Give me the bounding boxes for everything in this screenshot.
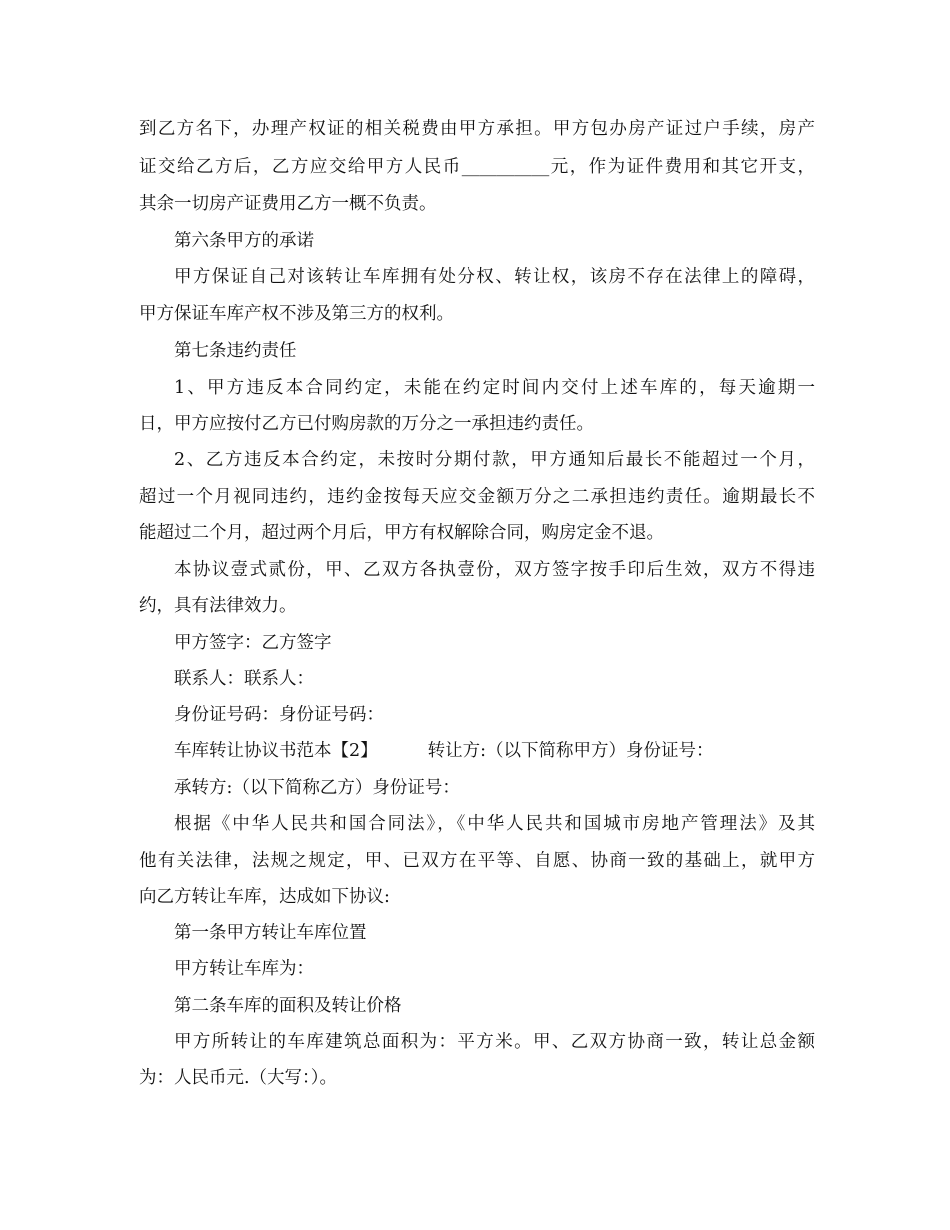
paragraph-line: 超过一个月视同违约，违约金按每天应交金额万分之二承担违约责任。逾期最长不 bbox=[139, 487, 815, 507]
paragraph-line: 甲方转让车库为： bbox=[174, 959, 314, 979]
paragraph-line: 甲方保证车库产权不涉及第三方的权利。 bbox=[139, 304, 454, 324]
id-number-line: 身份证号码：身份证号码： bbox=[174, 705, 384, 725]
paragraph-line: 甲方保证自己对该转让车库拥有处分权、转让权，该房不存在法律上的障碍， bbox=[174, 267, 815, 287]
section-heading: 第六条甲方的承诺 bbox=[174, 231, 314, 251]
paragraph-line: 根据《中华人民共和国合同法》，《中华人民共和国城市房地产管理法》及其 bbox=[174, 814, 815, 834]
paragraph-line: 向乙方转让车库，达成如下协议: bbox=[139, 887, 390, 907]
paragraph-line: 2、乙方违反本合约定，未按时分期付款，甲方通知后最长不能超过一个月， bbox=[174, 450, 815, 470]
paragraph-line: 日，甲方应按付乙方已付购房款的万分之一承担违约责任。 bbox=[139, 414, 594, 434]
signature-line: 甲方签字：乙方签字 bbox=[174, 633, 332, 653]
transferor-line: 转让方:（以下简称甲方）身份证号： bbox=[427, 741, 714, 761]
agreement-title: 车库转让协议书范本【2】 bbox=[174, 741, 378, 761]
paragraph-line: 为：人民币元.（大写：）。 bbox=[139, 1068, 338, 1088]
paragraph-line: 证交给乙方后，乙方应交给甲方人民币__________元，作为证件费用和其它开支， bbox=[139, 157, 815, 177]
transferee-line: 承转方:（以下简称乙方）身份证号： bbox=[174, 778, 460, 798]
agreement-heading-line bbox=[174, 740, 815, 762]
paragraph-line: 甲方所转让的车库建筑总面积为：平方米。甲、乙双方协商一致，转让总金额 bbox=[174, 1032, 815, 1052]
section-heading: 第一条甲方转让车库位置 bbox=[174, 923, 367, 943]
paragraph-line: 本协议壹式贰份，甲、乙双方各执壹份，双方签字按手印后生效，双方不得违 bbox=[174, 560, 815, 580]
paragraph-line: 1、甲方违反本合同约定，未能在约定时间内交付上述车库的，每天逾期一 bbox=[174, 378, 815, 398]
section-heading: 第七条违约责任 bbox=[174, 341, 297, 361]
contact-line: 联系人：联系人： bbox=[174, 669, 314, 689]
paragraph-line: 能超过二个月，超过两个月后，甲方有权解除合同，购房定金不退。 bbox=[139, 523, 664, 543]
section-heading: 第二条车库的面积及转让价格 bbox=[174, 996, 402, 1016]
paragraph-line: 到乙方名下，办理产权证的相关税费由甲方承担。甲方包办房产证过户手续，房产 bbox=[139, 119, 815, 139]
paragraph-line: 其余一切房产证费用乙方一概不负责。 bbox=[139, 194, 437, 214]
paragraph-line: 约，具有法律效力。 bbox=[139, 596, 297, 616]
paragraph-line: 他有关法律，法规之规定，甲、已双方在平等、自愿、协商一致的基础上，就甲方 bbox=[139, 851, 815, 871]
